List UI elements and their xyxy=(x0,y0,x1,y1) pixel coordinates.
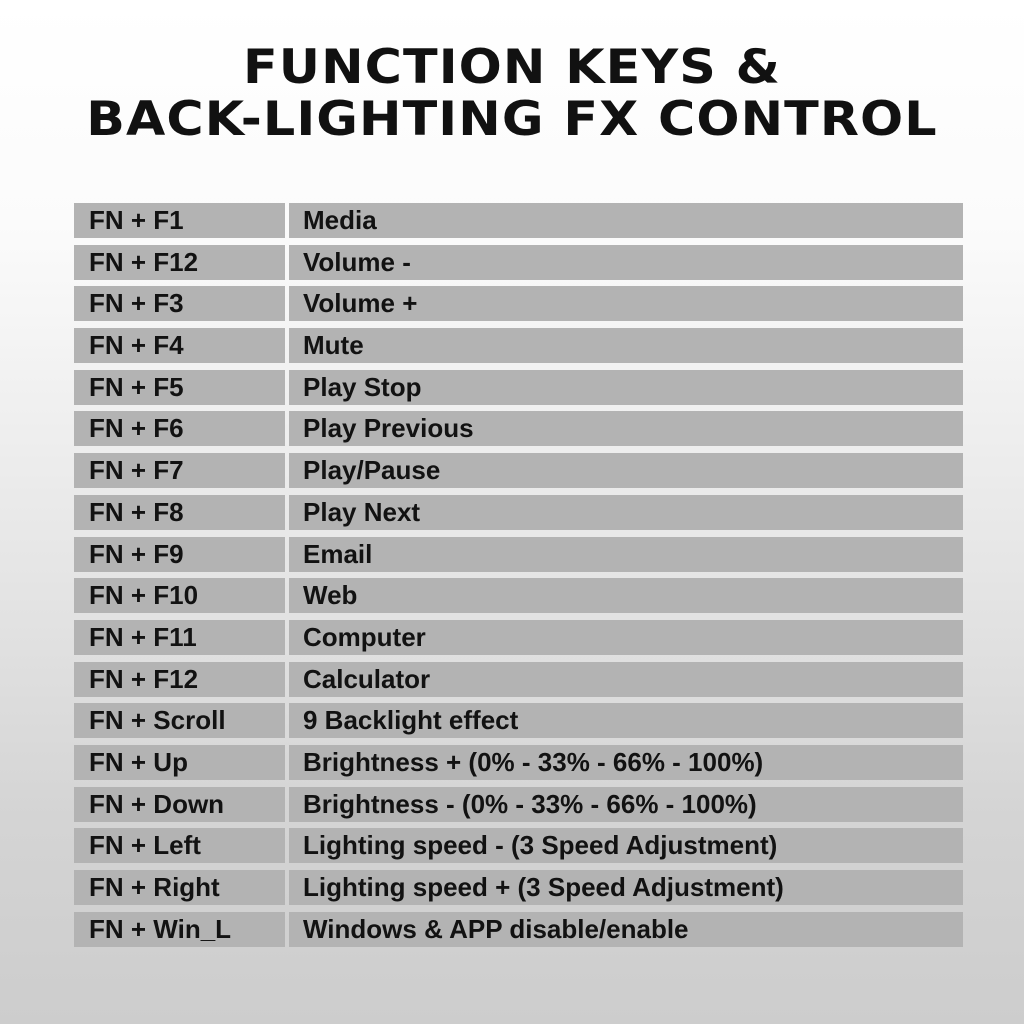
key-combination-cell: FN + Scroll xyxy=(74,703,285,738)
title-line-1: FUNCTION KEYS & xyxy=(243,40,781,95)
table-row xyxy=(74,286,963,321)
table-row xyxy=(74,537,963,572)
key-action-cell: Media xyxy=(289,203,963,238)
key-combination-cell: FN + Left xyxy=(74,828,285,863)
table-row xyxy=(74,745,963,780)
page-title xyxy=(0,42,1024,146)
key-action-cell: Play Stop xyxy=(289,370,963,405)
key-combination-cell: FN + F9 xyxy=(74,537,285,572)
table-row xyxy=(74,620,963,655)
key-combination-cell: FN + F12 xyxy=(74,245,285,280)
key-action-cell: 9 Backlight effect xyxy=(289,703,963,738)
key-combination-cell: FN + Right xyxy=(74,870,285,905)
key-combination-cell: FN + F3 xyxy=(74,286,285,321)
function-key-table xyxy=(74,203,963,947)
table-row xyxy=(74,203,963,238)
table-row xyxy=(74,912,963,947)
key-combination-cell: FN + Win_L xyxy=(74,912,285,947)
key-combination-cell: FN + F5 xyxy=(74,370,285,405)
key-combination-cell: FN + F10 xyxy=(74,578,285,613)
table-row xyxy=(74,411,963,446)
key-action-cell: Volume + xyxy=(289,286,963,321)
key-combination-cell: FN + F8 xyxy=(74,495,285,530)
table-row xyxy=(74,370,963,405)
table-row xyxy=(74,328,963,363)
table-row xyxy=(74,828,963,863)
key-combination-cell: FN + F12 xyxy=(74,662,285,697)
key-action-cell: Play Next xyxy=(289,495,963,530)
key-combination-cell: FN + Down xyxy=(74,787,285,822)
key-action-cell: Volume - xyxy=(289,245,963,280)
key-action-cell: Calculator xyxy=(289,662,963,697)
key-action-cell: Email xyxy=(289,537,963,572)
key-action-cell: Play Previous xyxy=(289,411,963,446)
key-combination-cell: FN + F6 xyxy=(74,411,285,446)
key-action-cell: Computer xyxy=(289,620,963,655)
key-combination-cell: FN + F1 xyxy=(74,203,285,238)
table-row xyxy=(74,578,963,613)
key-action-cell: Windows & APP disable/enable xyxy=(289,912,963,947)
key-action-cell: Brightness + (0% - 33% - 66% - 100%) xyxy=(289,745,963,780)
table-row xyxy=(74,453,963,488)
table-row xyxy=(74,870,963,905)
table-row xyxy=(74,703,963,738)
table-row xyxy=(74,245,963,280)
key-action-cell: Play/Pause xyxy=(289,453,963,488)
key-action-cell: Brightness - (0% - 33% - 66% - 100%) xyxy=(289,787,963,822)
table-row xyxy=(74,662,963,697)
key-combination-cell: FN + Up xyxy=(74,745,285,780)
key-action-cell: Lighting speed + (3 Speed Adjustment) xyxy=(289,870,963,905)
key-action-cell: Lighting speed - (3 Speed Adjustment) xyxy=(289,828,963,863)
key-combination-cell: FN + F11 xyxy=(74,620,285,655)
table-row xyxy=(74,495,963,530)
key-combination-cell: FN + F7 xyxy=(74,453,285,488)
key-action-cell: Mute xyxy=(289,328,963,363)
table-row xyxy=(74,787,963,822)
title-line-2: BACK-LIGHTING FX CONTROL xyxy=(86,92,938,147)
key-action-cell: Web xyxy=(289,578,963,613)
key-combination-cell: FN + F4 xyxy=(74,328,285,363)
